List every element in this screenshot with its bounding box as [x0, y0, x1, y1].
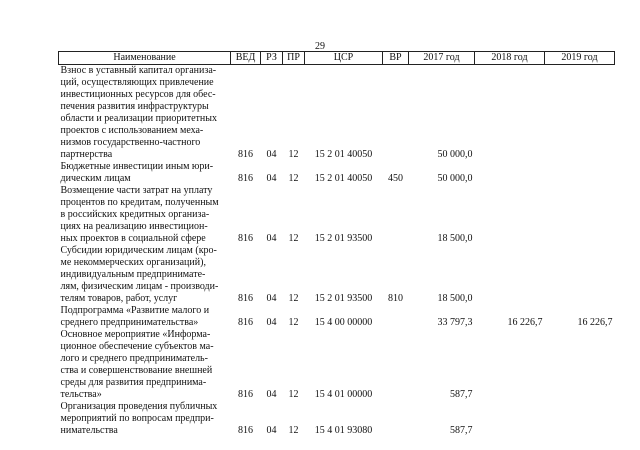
column-header-name: Наименование — [59, 52, 231, 65]
row-csr: 15 2 01 93500 — [314, 293, 373, 304]
row-pr: 12 — [288, 389, 299, 400]
row-csr: 15 2 01 40050 — [314, 173, 373, 184]
row-rz: 04 — [266, 173, 277, 184]
row-csr: 15 4 00 00000 — [314, 317, 373, 328]
row-csr: 15 4 01 00000 — [314, 389, 373, 400]
column-header-2018: 2018 год — [475, 52, 545, 65]
row-ved: 816 — [238, 389, 253, 400]
row-csr: 15 2 01 93500 — [314, 233, 373, 244]
row-2018 — [475, 185, 545, 245]
row-2017: 50 000,0 — [437, 149, 473, 160]
row-name: Субсидии юридическим лицам (кро- ме некоммерческих организаций), индивидуальным предпринимате- лям, физическим лицам - производи- телям товаров, работ, услуг — [60, 245, 219, 304]
row-rz: 04 — [266, 293, 277, 304]
row-2018 — [475, 245, 545, 305]
row-pr: 12 — [288, 149, 299, 160]
table-row — [59, 329, 615, 401]
row-2017: 50 000,0 — [437, 173, 473, 184]
row-2019 — [545, 329, 615, 401]
row-ved: 816 — [238, 293, 253, 304]
row-name: Подпрограмма «Развитие малого и среднего предпринимательства» — [60, 305, 210, 328]
row-vr — [383, 401, 409, 437]
table-row — [59, 185, 615, 245]
row-vr — [383, 329, 409, 401]
row-ved: 816 — [238, 425, 253, 436]
column-header-rz: РЗ — [261, 52, 283, 65]
table-row — [59, 401, 615, 437]
row-ved: 816 — [238, 173, 253, 184]
row-name: Возмещение части затрат на уплату процентов по кредитам, полученным в российских кредитных организа- циях на реализацию инвестицион- ных проектов в социальной сфере — [60, 185, 219, 244]
row-rz: 04 — [266, 389, 277, 400]
row-2017: 18 500,0 — [437, 233, 473, 244]
table-header-row — [59, 52, 615, 65]
table-row — [59, 305, 615, 329]
row-2018: 16 226,7 — [507, 317, 543, 328]
table-row — [59, 65, 615, 162]
row-csr: 15 2 01 40050 — [314, 149, 373, 160]
column-header-2017: 2017 год — [409, 52, 475, 65]
row-2019: 16 226,7 — [577, 317, 613, 328]
row-csr: 15 4 01 93080 — [314, 425, 373, 436]
column-header-csr: ЦСР — [305, 52, 383, 65]
row-vr — [383, 185, 409, 245]
row-rz: 04 — [266, 425, 277, 436]
row-vr — [383, 65, 409, 162]
table-row — [59, 245, 615, 305]
row-name: Бюджетные инвестиции иным юри- дическим лицам — [60, 161, 214, 184]
row-2019 — [545, 401, 615, 437]
row-2019 — [545, 161, 615, 185]
row-pr: 12 — [288, 317, 299, 328]
row-2018 — [475, 329, 545, 401]
row-name: Взнос в уставный капитал организа- ций, осуществляющих привлечение инвестиционных ресурсов для обес- печения развития инфраструктуры области и реализации приоритетных проектов с использованием меха- низмов государственно-частного партнерства — [60, 65, 217, 160]
row-rz: 04 — [266, 317, 277, 328]
row-vr: 810 — [388, 293, 403, 304]
row-vr — [383, 305, 409, 329]
row-2017: 33 797,3 — [437, 317, 473, 328]
row-pr: 12 — [288, 173, 299, 184]
budget-table — [58, 51, 615, 437]
row-vr: 450 — [388, 173, 403, 184]
row-2018 — [475, 161, 545, 185]
row-name: Основное мероприятие «Информа- ционное обеспечение субъектов ма- лого и среднего предприниматель- ства и совершенствование внешней среды для развития предпринима- тельства» — [60, 329, 214, 400]
row-pr: 12 — [288, 425, 299, 436]
row-2019 — [545, 185, 615, 245]
row-ved: 816 — [238, 149, 253, 160]
column-header-pr: ПР — [283, 52, 305, 65]
row-ved: 816 — [238, 317, 253, 328]
row-rz: 04 — [266, 233, 277, 244]
row-2017: 587,7 — [450, 425, 473, 436]
row-2017: 587,7 — [450, 389, 473, 400]
row-pr: 12 — [288, 293, 299, 304]
row-pr: 12 — [288, 233, 299, 244]
row-2017: 18 500,0 — [437, 293, 473, 304]
column-header-ved: ВЕД — [231, 52, 261, 65]
row-2019 — [545, 245, 615, 305]
row-2019 — [545, 65, 615, 162]
row-ved: 816 — [238, 233, 253, 244]
column-header-2019: 2019 год — [545, 52, 615, 65]
row-2018 — [475, 401, 545, 437]
page-number: 29 — [315, 41, 325, 52]
row-rz: 04 — [266, 149, 277, 160]
table-row — [59, 161, 615, 185]
row-2018 — [475, 65, 545, 162]
column-header-vr: ВР — [383, 52, 409, 65]
row-name: Организация проведения публичных мероприятий по вопросам предпри- нимательства — [60, 401, 218, 436]
